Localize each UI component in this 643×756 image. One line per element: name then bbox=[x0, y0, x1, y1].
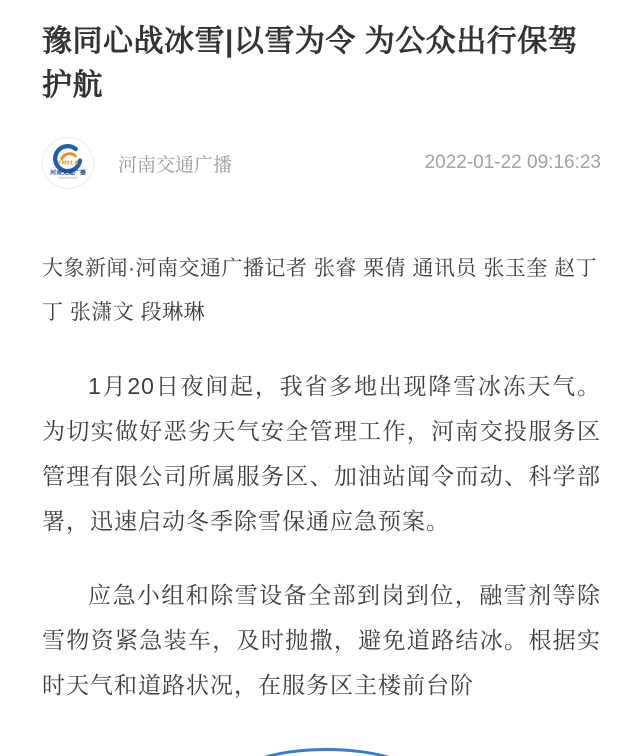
article-paragraph: 应急小组和除雪设备全部到岗到位，融雪剂等除雪物资紧急装车，及时抛撒，避免道路结冰。根据实时天气和道路状况，在服务区主楼前台阶 bbox=[42, 582, 601, 698]
logo-subtext-line bbox=[58, 177, 77, 179]
publisher-avatar[interactable] bbox=[42, 137, 94, 189]
article-paragraph: 1月20日夜间起，我省多地出现降雪冰冻天气。为切实做好恶劣天气安全管理工作，河南交投服务区管理有限公司所属服务区、加油站闻令而动、科学部署，迅速启动冬季除雪保通应急预案。 bbox=[42, 373, 601, 534]
logo-name-text: 河南交通广播 bbox=[50, 170, 86, 177]
article-title: 豫同心战冰雪|以雪为令 为公众出行保驾护航 bbox=[42, 25, 579, 102]
publisher-meta-row bbox=[42, 137, 601, 189]
article-content bbox=[0, 20, 643, 708]
logo-fm-text: FM91.8 bbox=[58, 160, 78, 167]
article-byline: 大象新闻·河南交通广播记者 张睿 栗倩 通讯员 张玉奎 赵丁丁 张潇文 段琳琳 bbox=[42, 257, 598, 324]
publisher-name[interactable]: 河南交通广播 bbox=[118, 154, 233, 176]
publish-timestamp: 2022-01-22 09:16:23 bbox=[424, 152, 601, 173]
publisher-logo-icon bbox=[43, 137, 93, 189]
below-fold-element-top-edge bbox=[228, 748, 425, 756]
